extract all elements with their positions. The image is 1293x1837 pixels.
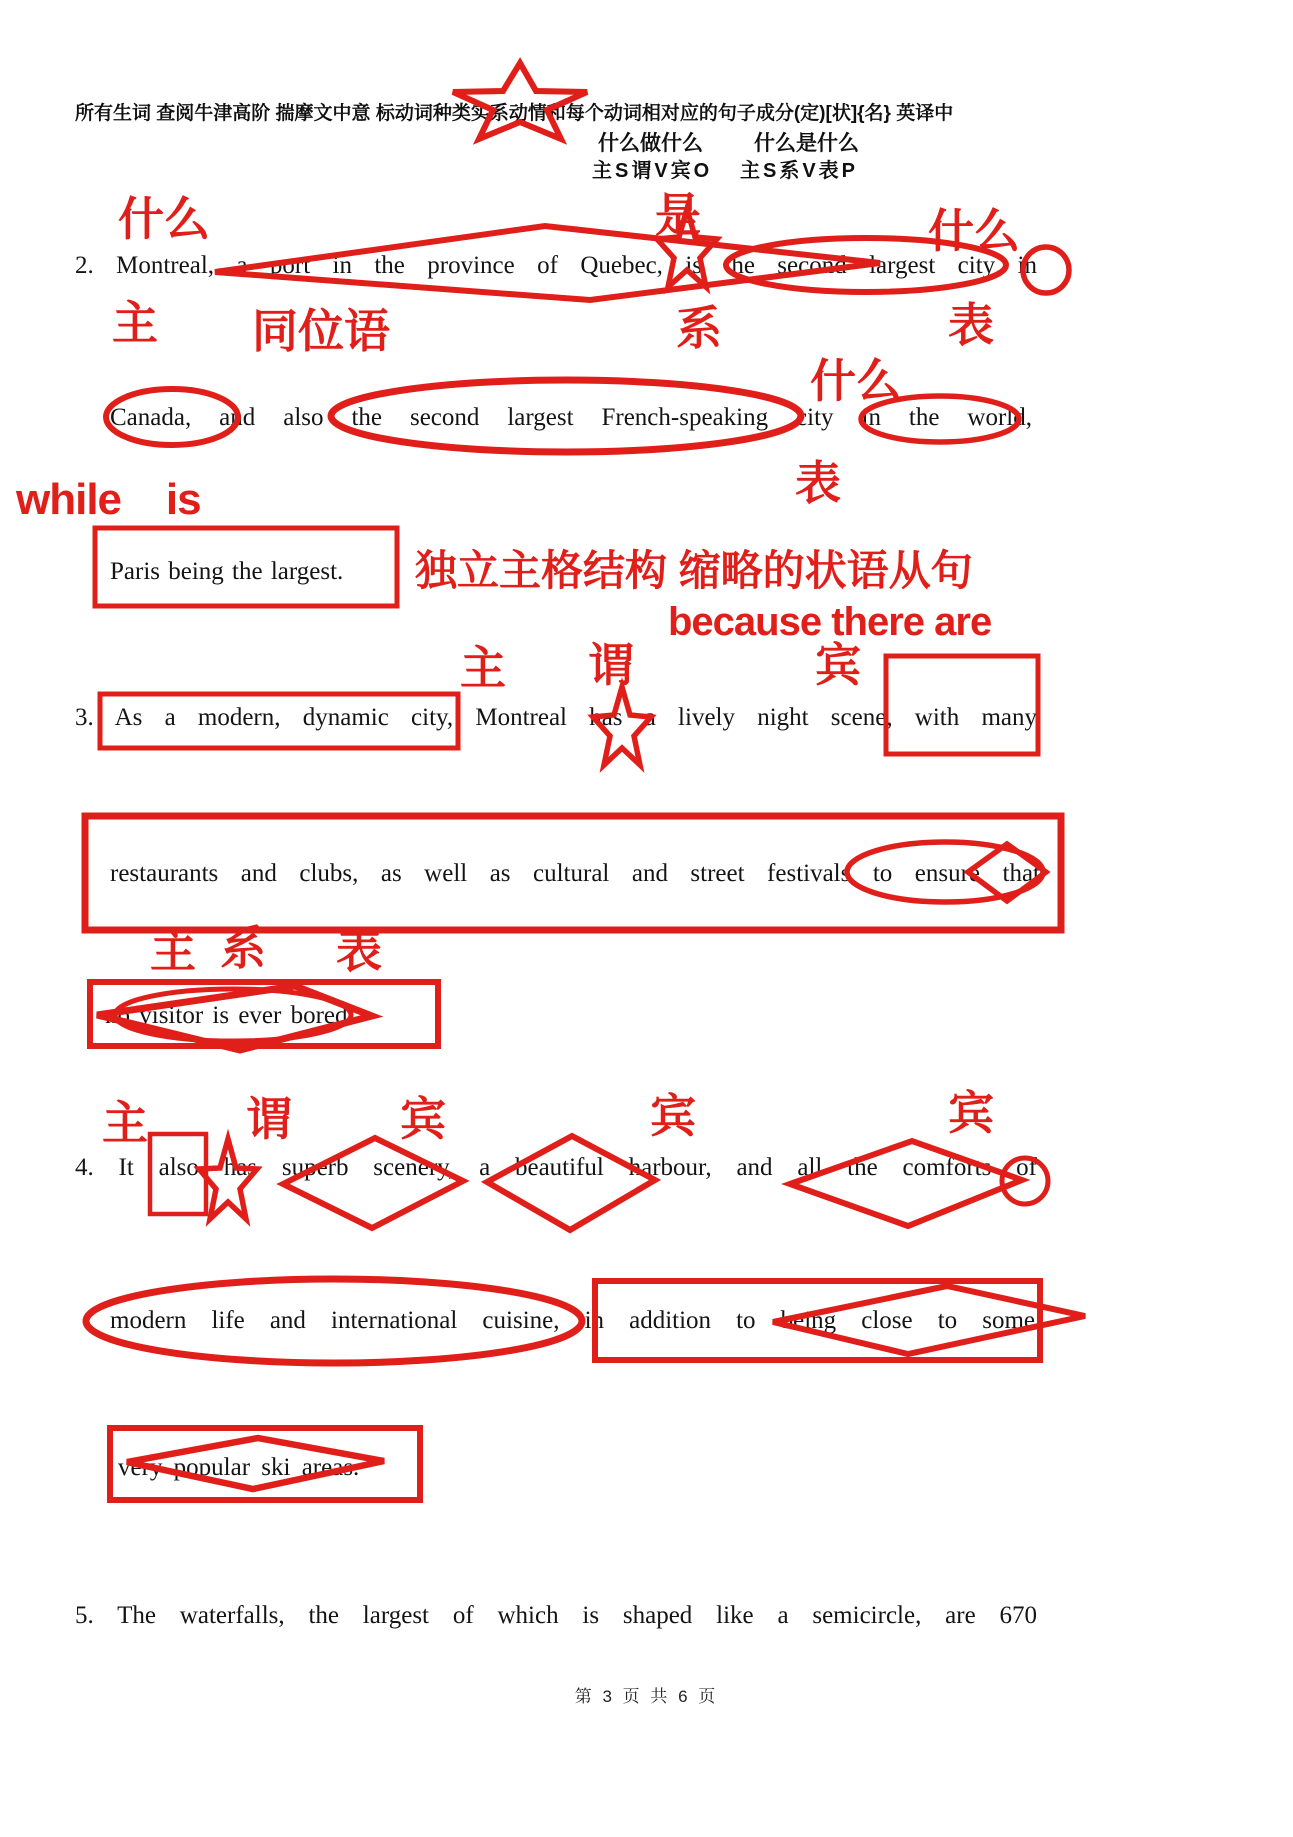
annotation-predicate-2: 谓 bbox=[246, 1093, 292, 1145]
annotation-predicate-1: 谓 bbox=[588, 639, 634, 691]
annotation-subject-2: 主 bbox=[460, 642, 506, 694]
annotation-subject-3: 主 bbox=[150, 925, 196, 977]
annotation-object-1: 宾 bbox=[815, 639, 861, 691]
annotation-predicative-1: 表 bbox=[948, 299, 994, 351]
annotation-predicative-3: 表 bbox=[336, 925, 382, 977]
sentence-4-line-2: modern life and international cuisine, in addition to being close to some bbox=[110, 1307, 1035, 1334]
annotation-linking-2: 系 bbox=[220, 922, 266, 974]
sentence-3-line-1: 3. As a modern, dynamic city, Montreal has a lively night scene, with many bbox=[75, 704, 1037, 731]
annotation-what-world: 什么 bbox=[810, 355, 902, 407]
header-pattern-be: 什么是什么 bbox=[754, 132, 859, 155]
header-instructions: 所有生词 查阅牛津高阶 揣摩文中意 标动词种类实系动情和每个动词相对应的句子成分(定)[状]{名} 英译中 bbox=[75, 103, 954, 124]
sentence-2-line-3: Paris being the largest. bbox=[110, 558, 344, 585]
header-formula-svp: 主S系V表P bbox=[740, 160, 859, 182]
annotation-subject-1: 主 bbox=[112, 297, 158, 349]
annotation-because-there-are: because there are bbox=[668, 600, 992, 644]
annotation-object-2: 宾 bbox=[400, 1093, 446, 1145]
header-formula-svo: 主S谓V宾O bbox=[592, 160, 713, 182]
annotation-object-3: 宾 bbox=[650, 1090, 696, 1142]
annotation-while-is: while is bbox=[16, 475, 201, 524]
annotation-linking-1: 系 bbox=[676, 302, 722, 354]
annotation-is: 是 bbox=[655, 189, 701, 241]
sentence-2-line-1: 2. Montreal, a port in the province of Quebec, is the second largest city in bbox=[75, 252, 1037, 279]
annotation-absolute-construction: 独立主格结构 缩略的状语从句 bbox=[415, 547, 973, 594]
sentence-4-line-1: 4. It also has superb scenery, a beautiful harbour, and all the comforts of bbox=[75, 1154, 1037, 1181]
sentence-4-line-3: very popular ski areas. bbox=[118, 1454, 360, 1481]
sentence-3-line-3: no visitor is ever bored. bbox=[105, 1002, 354, 1029]
header-pattern-do: 什么做什么 bbox=[598, 132, 703, 155]
page-number: 第 3 页 共 6 页 bbox=[574, 1687, 719, 1706]
annotation-what-subject: 什么 bbox=[118, 193, 210, 245]
annotation-what-predicative: 什么 bbox=[928, 205, 1020, 257]
annotation-predicative-2: 表 bbox=[795, 457, 841, 509]
sentence-3-line-2: restaurants and clubs, as well as cultural and street festivals to ensure that bbox=[110, 860, 1040, 887]
sentence-2-line-2: Canada, and also the second largest French-speaking city in the world, bbox=[110, 404, 1032, 431]
annotation-appositive: 同位语 bbox=[252, 305, 390, 357]
sentence-5-line-1: 5. The waterfalls, the largest of which is shaped like a semicircle, are 670 bbox=[75, 1602, 1037, 1629]
annotation-object-4: 宾 bbox=[948, 1087, 994, 1139]
annotation-subject-4: 主 bbox=[102, 1097, 148, 1149]
